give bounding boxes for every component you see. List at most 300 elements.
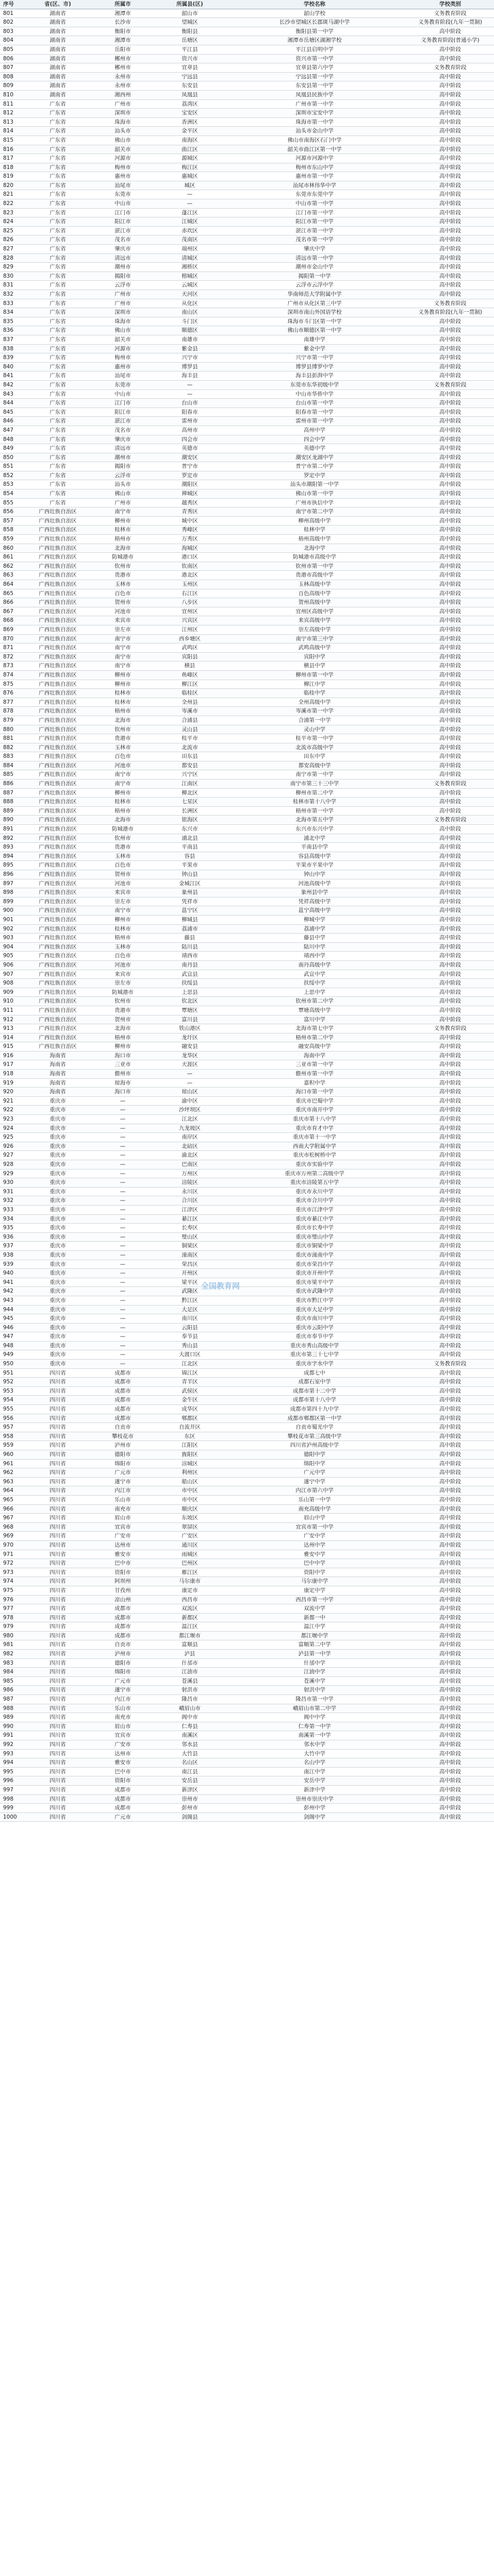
row-index: 926 [3, 1143, 14, 1149]
table-row [0, 680, 494, 689]
row-school: 潮州市金山中学 [295, 264, 334, 270]
table-row [0, 707, 494, 716]
table-row [0, 1332, 494, 1342]
row-city: — [120, 1270, 126, 1277]
row-city: — [120, 1161, 126, 1167]
row-province: 广西壮族自治区 [39, 971, 77, 977]
row-province: 广东省 [50, 391, 66, 397]
row-province: 广西壮族自治区 [39, 554, 77, 561]
row-province: 湖南省 [50, 64, 66, 71]
row-county: 从化区 [182, 300, 198, 307]
row-school: 重庆市合川中学 [295, 1197, 334, 1204]
row-county: — [187, 381, 193, 388]
row-county: 钦北区 [182, 998, 198, 1005]
row-index: 807 [3, 64, 14, 71]
table-row [0, 1577, 494, 1586]
row-school: 北海市第七中学 [295, 1025, 334, 1032]
row-index: 868 [3, 617, 14, 624]
row-category: 高中阶段 [439, 1741, 461, 1748]
row-city: — [120, 1097, 126, 1104]
row-province: 四川省 [50, 1659, 66, 1666]
row-index: 827 [3, 246, 14, 252]
row-category: 高中阶段 [439, 844, 461, 851]
row-province: 广东省 [50, 363, 66, 370]
row-category: 高中阶段 [439, 118, 461, 125]
row-category: 高中阶段 [439, 608, 461, 615]
table-row [0, 1659, 494, 1668]
table-row [0, 1079, 494, 1088]
row-index: 848 [3, 436, 14, 443]
row-category: 高中阶段 [439, 1161, 461, 1167]
row-index: 878 [3, 708, 14, 715]
table-row [0, 1686, 494, 1695]
row-county: 合川区 [182, 1197, 198, 1204]
row-category: 高中阶段 [439, 264, 461, 270]
table-row [0, 544, 494, 553]
table-row [0, 906, 494, 916]
row-county: 南丹县 [182, 961, 198, 968]
row-category: 义务教育阶段 [434, 64, 467, 71]
row-school: 普宁市第二中学 [295, 463, 334, 470]
row-county: 海城区 [182, 545, 198, 551]
row-school: 长沙市望城区长郡斑马湖中学 [279, 19, 350, 26]
row-county: 茂南区 [182, 236, 198, 243]
row-school: 雷州市第一中学 [295, 418, 334, 425]
row-index: 834 [3, 309, 14, 316]
row-school: 桂林中学 [304, 527, 325, 533]
row-school: 剑阁中学 [304, 1814, 325, 1820]
table-row [0, 1314, 494, 1324]
row-school: 肇庆中学 [304, 246, 325, 252]
row-category: 高中阶段 [439, 726, 461, 733]
row-province: 四川省 [50, 1460, 66, 1467]
table-row [0, 1632, 494, 1641]
row-index: 956 [3, 1415, 14, 1421]
row-city: — [120, 1225, 126, 1231]
row-county: 邕宁区 [182, 907, 198, 914]
table-row [0, 136, 494, 145]
row-city: 云浮市 [114, 282, 131, 289]
table-row [0, 1378, 494, 1387]
row-city: 桂林市 [114, 690, 131, 697]
row-school: 四会中学 [304, 436, 325, 443]
row-province: 广西壮族自治区 [39, 590, 77, 597]
row-province: 广东省 [50, 454, 66, 461]
row-school: 东安县第一中学 [295, 82, 334, 89]
row-school: 达州中学 [304, 1541, 325, 1548]
table-row [0, 1804, 494, 1813]
row-county: 西乡塘区 [179, 635, 201, 642]
row-category: 高中阶段 [439, 880, 461, 887]
row-index: 994 [3, 1759, 14, 1766]
row-province: 重庆市 [50, 1342, 66, 1349]
row-index: 805 [3, 46, 14, 53]
row-category: 高中阶段 [439, 554, 461, 561]
row-province: 四川省 [50, 1677, 66, 1684]
row-index: 992 [3, 1741, 14, 1748]
row-county: 雨城区 [182, 1551, 198, 1557]
row-category: 高中阶段 [439, 617, 461, 624]
row-county: 阳春市 [182, 409, 198, 415]
row-school: 藤县中学 [304, 935, 325, 941]
header-county: 所属县(区) [176, 1, 203, 7]
row-school: 宁远县第一中学 [295, 73, 334, 80]
row-province: 广西壮族自治区 [39, 853, 77, 859]
row-city: 永州市 [114, 73, 131, 80]
table-row [0, 1559, 494, 1568]
row-category: 高中阶段 [439, 282, 461, 289]
row-index: 960 [3, 1451, 14, 1458]
row-index: 837 [3, 336, 14, 343]
row-city: 内江市 [114, 1487, 131, 1494]
row-province: 四川省 [50, 1605, 66, 1612]
row-school: 峨眉山市第二中学 [293, 1705, 336, 1711]
row-province: 广西壮族自治区 [39, 536, 77, 543]
table-row [0, 671, 494, 680]
table-row [0, 1396, 494, 1405]
row-category: 高中阶段 [439, 1614, 461, 1621]
table-row [0, 816, 494, 825]
row-county: 覃塘区 [182, 1007, 198, 1013]
row-county: 市中区 [182, 1487, 198, 1494]
row-category: 高中阶段 [439, 1179, 461, 1186]
table-row [0, 952, 494, 961]
table-row [0, 1776, 494, 1786]
row-category: 高中阶段 [439, 663, 461, 669]
table-row [0, 698, 494, 707]
row-school: 邻水中学 [304, 1741, 325, 1748]
row-category: 高中阶段 [439, 1251, 461, 1258]
row-county: 临桂区 [182, 690, 198, 697]
row-index: 860 [3, 545, 14, 551]
row-county: 沙坪坝区 [179, 1107, 201, 1113]
row-city: 梧州市 [114, 807, 131, 814]
table-row [0, 1296, 494, 1306]
row-city: 深圳市 [114, 110, 131, 116]
row-category: 高中阶段 [439, 1659, 461, 1666]
row-index: 945 [3, 1315, 14, 1322]
row-province: 重庆市 [50, 1125, 66, 1131]
row-city: 北海市 [114, 1025, 131, 1032]
row-city: 成都市 [114, 1805, 131, 1811]
row-city: 玉林市 [114, 581, 131, 587]
row-school: 临桂中学 [304, 690, 325, 697]
row-category: 高中阶段 [439, 1632, 461, 1639]
row-city: 泸州市 [114, 1651, 131, 1657]
row-school: 海口市第一中学 [295, 1089, 334, 1095]
row-school: 钟山中学 [304, 871, 325, 877]
row-city: 钦州市 [114, 563, 131, 569]
row-school: 阆中中学 [304, 1714, 325, 1721]
row-province: 广东省 [50, 273, 66, 279]
row-province: 四川省 [50, 1759, 66, 1766]
row-province: 广东省 [50, 300, 66, 307]
row-school: 安岳中学 [304, 1777, 325, 1784]
row-city: 海口市 [114, 1052, 131, 1059]
row-index: 888 [3, 799, 14, 805]
row-city: — [120, 1179, 126, 1186]
row-index: 866 [3, 599, 14, 606]
row-county: 平南县 [182, 844, 198, 851]
row-county: 普宁市 [182, 463, 198, 470]
row-county: 城中区 [182, 517, 198, 524]
row-county: 西昌市 [182, 1596, 198, 1603]
row-index: 973 [3, 1569, 14, 1575]
row-school: 防城港市高级中学 [293, 554, 336, 561]
table-row [0, 1151, 494, 1160]
row-county: 金平区 [182, 128, 198, 134]
row-city: 深圳市 [114, 309, 131, 316]
table-row [0, 743, 494, 753]
row-category: 高中阶段 [439, 236, 461, 243]
row-index: 886 [3, 781, 14, 787]
table-row [0, 1360, 494, 1369]
row-county: 都安县 [182, 762, 198, 769]
row-school: 南宁市第二中学 [295, 509, 334, 515]
row-county: 梁平区 [182, 1279, 198, 1285]
row-category: 高中阶段 [439, 961, 461, 968]
row-province: 四川省 [50, 1569, 66, 1575]
row-city: 资阳市 [114, 1777, 131, 1784]
row-city: — [120, 1197, 126, 1204]
row-city: 遂宁市 [114, 1687, 131, 1693]
row-school: 富川中学 [304, 1016, 325, 1023]
row-county: 仁寿县 [182, 1723, 198, 1730]
row-school: 重庆市长寿中学 [295, 1225, 334, 1231]
row-school: 重庆市綦江中学 [295, 1215, 334, 1222]
row-index: 953 [3, 1387, 14, 1394]
row-index: 815 [3, 137, 14, 143]
row-county: 南岸区 [182, 1134, 198, 1141]
row-index: 902 [3, 925, 14, 932]
row-city: 潮州市 [114, 454, 131, 461]
row-index: 954 [3, 1397, 14, 1403]
row-index: 983 [3, 1659, 14, 1666]
row-index: 887 [3, 789, 14, 796]
row-county: 东安县 [182, 82, 198, 89]
row-category: 高中阶段 [439, 1515, 461, 1521]
row-province: 海南省 [50, 1071, 66, 1077]
row-category: 高中阶段 [439, 1061, 461, 1068]
row-school: 柳城中学 [304, 916, 325, 923]
row-city: 韶关市 [114, 146, 131, 152]
row-category: 义务教育阶段 [434, 10, 467, 16]
row-school: 海南中学 [304, 1052, 325, 1059]
row-city: 北海市 [114, 545, 131, 551]
row-category: 高中阶段 [439, 1351, 461, 1358]
row-province: 广东省 [50, 146, 66, 152]
table-row [0, 308, 494, 317]
row-city: 柳州市 [114, 671, 131, 678]
row-school: 深圳市南山外国语学校 [287, 309, 342, 316]
row-county: 开州区 [182, 1270, 198, 1277]
row-index: 938 [3, 1251, 14, 1258]
row-school: 玉林高级中学 [298, 581, 331, 587]
row-school: 华南师范大学附属中学 [287, 291, 342, 297]
row-school: 湘潭市岳塘区湖湘学校 [287, 37, 342, 44]
row-school: 岑溪市第一中学 [295, 708, 334, 715]
row-county: 玉州区 [182, 581, 198, 587]
row-index: 987 [3, 1696, 14, 1703]
row-category: 高中阶段 [439, 1677, 461, 1684]
row-category: 高中阶段 [439, 372, 461, 379]
row-category: 高中阶段 [439, 581, 461, 587]
row-city: 柳州市 [114, 916, 131, 923]
row-city: 茂名市 [114, 427, 131, 433]
row-category: 高中阶段 [439, 336, 461, 343]
row-county: 上思县 [182, 989, 198, 995]
row-province: 广西壮族自治区 [39, 663, 77, 669]
row-county: 兴宁区 [182, 771, 198, 778]
row-category: 义务教育阶段 [434, 381, 467, 388]
row-category: 义务教育阶段 [434, 300, 467, 307]
row-school: 台山市第一中学 [295, 400, 334, 406]
row-index: 961 [3, 1460, 14, 1467]
row-school: 梧州市第二中学 [295, 1034, 334, 1041]
row-school: 象州县中学 [301, 889, 328, 896]
row-index: 903 [3, 935, 14, 941]
row-county: 清城区 [182, 255, 198, 261]
row-county: 东坡区 [182, 1515, 198, 1521]
row-index: 883 [3, 753, 14, 760]
row-city: 东莞市 [114, 191, 131, 198]
row-index: 801 [3, 10, 14, 16]
row-category: 高中阶段 [439, 146, 461, 152]
row-city: — [120, 1125, 126, 1131]
row-province: 广西壮族自治区 [39, 835, 77, 841]
table-row [0, 1060, 494, 1070]
row-category: 高中阶段 [439, 345, 461, 352]
row-index: 908 [3, 980, 14, 987]
table-row [0, 761, 494, 771]
row-school: 南宁市第三中学 [295, 635, 334, 642]
row-category: 高中阶段 [439, 1433, 461, 1439]
row-school: 重庆市巴蜀中学 [295, 1097, 334, 1104]
row-school: 桂平市第一中学 [295, 735, 334, 742]
row-county: 宝安区 [182, 110, 198, 116]
row-category: 高中阶段 [439, 1215, 461, 1222]
row-county: 赤坎区 [182, 227, 198, 234]
row-city: 德阳市 [114, 1451, 131, 1458]
row-county: 温江区 [182, 1623, 198, 1630]
watermark-logo: 全国教育网 [201, 1281, 240, 1291]
row-school: 海丰县彭湃中学 [295, 372, 334, 379]
row-index: 905 [3, 953, 14, 959]
row-county: 黔江区 [182, 1297, 198, 1303]
row-province: 广东省 [50, 400, 66, 406]
row-city: 成都市 [114, 1406, 131, 1413]
row-county: 鱼峰区 [182, 671, 198, 678]
row-county: 田东县 [182, 753, 198, 760]
row-school: 覃塘高级中学 [298, 1007, 331, 1013]
row-index: 937 [3, 1243, 14, 1249]
row-index: 842 [3, 381, 14, 388]
header-province: 省(区、市) [44, 1, 71, 7]
table-row [0, 209, 494, 218]
row-city: — [120, 1206, 126, 1213]
row-city: 广州市 [114, 100, 131, 107]
row-school: 南宁市第三十三中学 [290, 781, 339, 787]
row-school: 博罗县博罗中学 [295, 363, 334, 370]
row-city: 佛山市 [114, 327, 131, 334]
row-county: 奉节县 [182, 1333, 198, 1340]
row-county: 荣昌区 [182, 1261, 198, 1267]
row-category: 高中阶段 [439, 1261, 461, 1267]
row-school: 梧州高级中学 [298, 536, 331, 543]
row-county: 泸县 [184, 1651, 195, 1657]
row-index: 967 [3, 1515, 14, 1521]
row-school: 重庆市第十一中学 [293, 1134, 336, 1141]
row-city: 成都市 [114, 1614, 131, 1621]
row-province: 广西壮族自治区 [39, 789, 77, 796]
table-row [0, 879, 494, 889]
row-city: — [120, 1297, 126, 1303]
row-county: 云阳县 [182, 1324, 198, 1331]
row-school: 广州市执信中学 [295, 499, 334, 506]
row-county: 琼山区 [182, 1089, 198, 1095]
row-city: 自贡市 [114, 1641, 131, 1648]
row-category: 高中阶段 [439, 1233, 461, 1240]
row-city: 中山市 [114, 200, 131, 207]
row-province: 广东省 [50, 481, 66, 488]
row-county: 利州区 [182, 1469, 198, 1476]
table-row [0, 589, 494, 599]
row-city: 梧州市 [114, 935, 131, 941]
row-index: 928 [3, 1161, 14, 1167]
row-city: — [120, 1351, 126, 1358]
row-index: 998 [3, 1795, 14, 1802]
row-city: 湘西州 [114, 91, 131, 98]
row-province: 广西壮族自治区 [39, 626, 77, 633]
table-row [0, 1088, 494, 1097]
row-county: 武侯区 [182, 1387, 198, 1394]
row-category: 高中阶段 [439, 1759, 461, 1766]
row-city: — [120, 1170, 126, 1177]
row-category: 高中阶段 [439, 246, 461, 252]
row-category: 高中阶段 [439, 916, 461, 923]
table-row [0, 1441, 494, 1450]
row-category: 高中阶段 [439, 1814, 461, 1820]
row-county: 马尔康市 [179, 1578, 201, 1585]
row-county: 钦南区 [182, 563, 198, 569]
row-province: 重庆市 [50, 1243, 66, 1249]
row-province: 广西壮族自治区 [39, 989, 77, 995]
row-index: 920 [3, 1089, 14, 1095]
row-province: 四川省 [50, 1424, 66, 1431]
row-school: 自贡市蜀光中学 [295, 1424, 334, 1431]
row-school: 南溪第一中学 [298, 1732, 331, 1739]
row-province: 广东省 [50, 164, 66, 171]
row-school: 陆川中学 [304, 943, 325, 950]
row-city: 南宁市 [114, 653, 131, 660]
row-index: 822 [3, 200, 14, 207]
row-province: 广西壮族自治区 [39, 645, 77, 651]
row-county: 金牛区 [182, 1397, 198, 1403]
table-row [0, 1188, 494, 1197]
table-row [0, 1604, 494, 1614]
row-school: 宜州区高级中学 [295, 608, 334, 615]
row-category: 高中阶段 [439, 998, 461, 1005]
table-row [0, 1460, 494, 1469]
row-index: 974 [3, 1578, 14, 1585]
table-row [0, 988, 494, 997]
row-county: 璧山区 [182, 1233, 198, 1240]
row-school: 重庆市铜梁中学 [295, 1243, 334, 1249]
table-row [0, 55, 494, 64]
row-index: 838 [3, 345, 14, 352]
row-county: 紫金县 [182, 345, 198, 352]
row-county: 成华区 [182, 1406, 198, 1413]
